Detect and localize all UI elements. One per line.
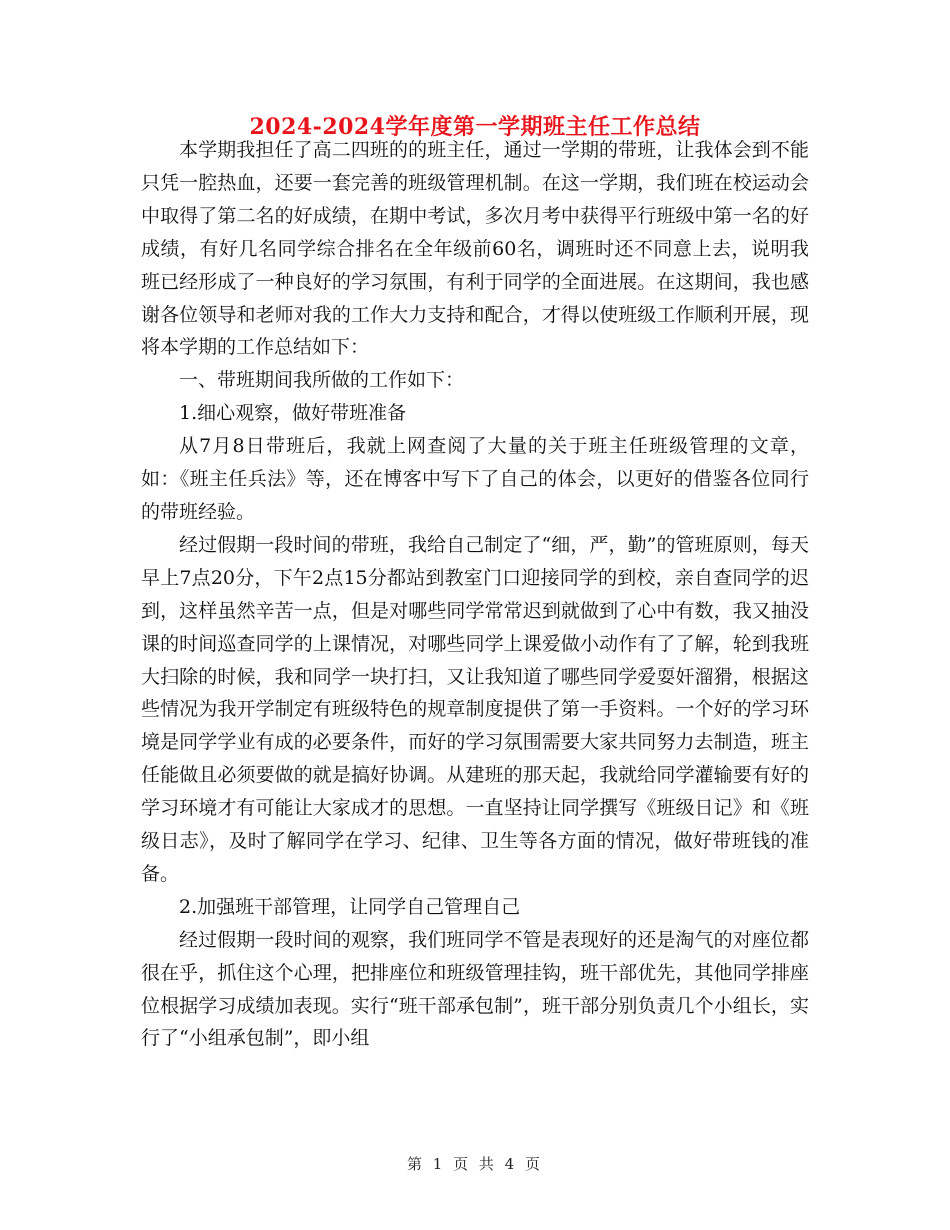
paragraph-principles: 经过假期一段时间的带班，我给自己制定了“细，严，勤”的管班原则，每天早上7点20分，下午2点15分都站到教室门口迎接同学的到校，亲自查同学的迟到，这样虽然辛苦一点，但是对哪些同学常常迟到就做到了心中有数，我又抽没课的时间巡查同学的上课情况，对哪些同学上课爱做小动作有了了解，轮到我班大扫除的时候，我和同学一块打扫，又让我知道了哪些同学爱耍奸溜猾，根据这些情况为我开学制定有班级特色的规章制度提供了第一手资料。一个好的学习环境是同学学业有成的必要条件，而好的学习氛围需要大家共同努力去制造，班主任能做且必须要做的就是搞好协调。从建班的那天起，我就给同学灌输要有好的学习环境才有可能让大家成才的思想。一直坚持让同学撰写《班级日记》和《班级日志》，及时了解同学在学习、纪律、卫生等各方面的情况，做好带班钱的准备。 bbox=[141, 533, 809, 885]
paragraph-seating: 经过假期一段时间的观察，我们班同学不管是表现好的还是淘气的对座位都很在乎，抓住这个心理，把排座位和班级管理挂钩，班干部优先，其他同学排座位根据学习成绩加表现。实行“班干部承包制”，班干部分别负责几个小组长，实行了“小组承包制”，即小组 bbox=[141, 928, 809, 1050]
document-title: 2024-2024学年度第一学期班主任工作总结 bbox=[249, 114, 701, 140]
paragraph-intro: 本学期我担任了高二四班的的班主任，通过一学期的带班，让我体会到不能只凭一腔热血，还要一套完善的班级管理机制。在这一学期，我们班在校运动会中取得了第二名的好成绩，在期中考试，多次月考中获得平行班级中第一名的好成绩，有好几名同学综合排名在全年级前60名，调班时还不同意上去，说明我班已经形成了一种良好的学习氛围，有利于同学的全面进展。在这期间，我也感谢各位领导和老师对我的工作大力支持和配合，才得以使班级工作顺利开展，现将本学期的工作总结如下： bbox=[141, 139, 809, 359]
subheading-observe: 1.细心观察，做好带班准备 bbox=[179, 402, 407, 425]
section-heading-1: 一、带班期间我所做的工作如下： bbox=[179, 369, 465, 392]
document-body bbox=[141, 134, 809, 1055]
subheading-class-cadres: 2.加强班干部管理，让同学自己管理自己 bbox=[179, 895, 521, 918]
paragraph-preparation: 从7月8日带班后，我就上网查阅了大量的关于班主任班级管理的文章，如：《班主任兵法》等，还在博客中写下了自己的体会，以更好的借鉴各位同行的带班经验。 bbox=[141, 435, 809, 523]
page-number-footer: 第 1 页 共 4 页 bbox=[407, 1155, 543, 1173]
